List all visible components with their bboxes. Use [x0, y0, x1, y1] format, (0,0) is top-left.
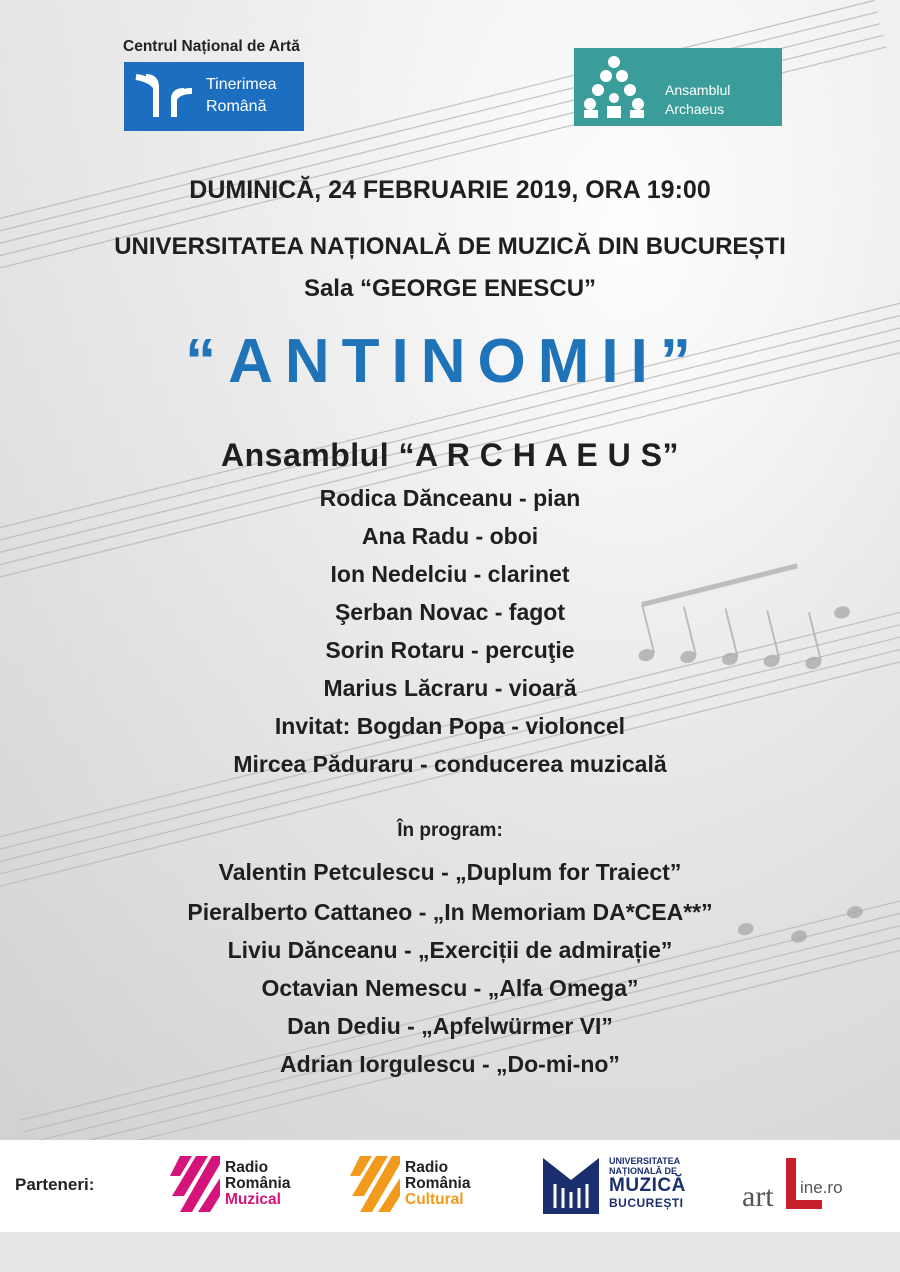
member-line: Ana Radu - oboi: [361, 523, 539, 549]
program-item: Adrian Iorgulescu - „Do-mi-no”: [280, 1051, 620, 1077]
member-line: Mircea Păduraru - conducerea muzicală: [233, 751, 667, 777]
rrc-line3: Cultural: [405, 1191, 464, 1208]
rrm-line3: Muzical: [225, 1191, 281, 1208]
cna-title: Centrul Național de Artă: [123, 38, 300, 55]
program-item: Liviu Dănceanu - „Exerciții de admirație”: [227, 937, 673, 963]
archaeus-line2: Archaeus: [665, 101, 725, 117]
rrc-stripes-icon: [350, 1156, 400, 1212]
unmb-line4: BUCUREȘTI: [609, 1196, 684, 1210]
rrm-line1: Radio: [225, 1159, 269, 1176]
radio-romania-cultural-logo: [350, 1156, 490, 1216]
archaeus-line1: Ansamblul: [665, 82, 731, 98]
artline-art: art: [742, 1180, 774, 1213]
radio-romania-muzical-logo: [170, 1156, 310, 1216]
unmb-emblem-icon: [543, 1158, 599, 1214]
program-item: Dan Dediu - „Apfelwürmer VI”: [287, 1013, 613, 1039]
partners-label: Parteneri:: [15, 1175, 95, 1194]
event-venue: UNIVERSITATEA NAȚIONALĂ DE MUZICĂ DIN BUCUREȘTI: [114, 233, 786, 260]
archaeus-triangle-icon: [582, 54, 646, 120]
event-date: DUMINICĂ, 24 FEBRUARIE 2019, ORA 19:00: [189, 176, 711, 204]
member-line: Şerban Novac - fagot: [334, 599, 566, 625]
concert-title: “ANTINOMII”: [185, 327, 703, 396]
program-item: Pieralberto Cattaneo - „In Memoriam DA*CEA**”: [187, 899, 713, 925]
cna-tinerimea-romana-logo: [123, 38, 305, 132]
cna-line1: Tinerimea: [206, 76, 277, 93]
cna-line2: Română: [206, 98, 267, 115]
rrm-line2: România: [225, 1175, 291, 1192]
unmb-line1: UNIVERSITATEA: [609, 1156, 681, 1166]
member-line: Sorin Rotaru - percuţie: [325, 637, 575, 663]
sprout-icon: [132, 73, 198, 121]
rrc-line2: România: [405, 1175, 471, 1192]
rrm-stripes-icon: [170, 1156, 220, 1212]
bottom-strip: [0, 1232, 900, 1272]
member-line: Ion Nedelciu - clarinet: [330, 561, 570, 587]
artline-l-foot: [786, 1200, 822, 1209]
ansamblul-archaeus-logo: [574, 48, 782, 126]
member-line: Invitat: Bogdan Popa - violoncel: [274, 713, 626, 739]
program-item: Octavian Nemescu - „Alfa Omega”: [261, 975, 639, 1001]
cna-logo-box: [124, 62, 304, 131]
member-line: Rodica Dănceanu - pian: [319, 485, 581, 511]
member-line: Marius Lăcraru - vioară: [323, 675, 577, 701]
rrc-line1: Radio: [405, 1159, 449, 1176]
unmb-logo: [543, 1156, 703, 1216]
artline-domain: ine.ro: [800, 1178, 843, 1197]
event-hall: Sala “GEORGE ENESCU”: [303, 275, 597, 302]
artline-logo: [742, 1158, 872, 1214]
unmb-line3: MUZICĂ: [609, 1175, 686, 1196]
program-heading: În program:: [397, 820, 503, 841]
program-item: Valentin Petculescu - „Duplum for Traiect”: [218, 859, 682, 885]
ensemble-name: Ansamblul “A R C H A E U S”: [221, 437, 679, 473]
unmb-line2: NAȚIONALĂ DE: [609, 1166, 677, 1176]
